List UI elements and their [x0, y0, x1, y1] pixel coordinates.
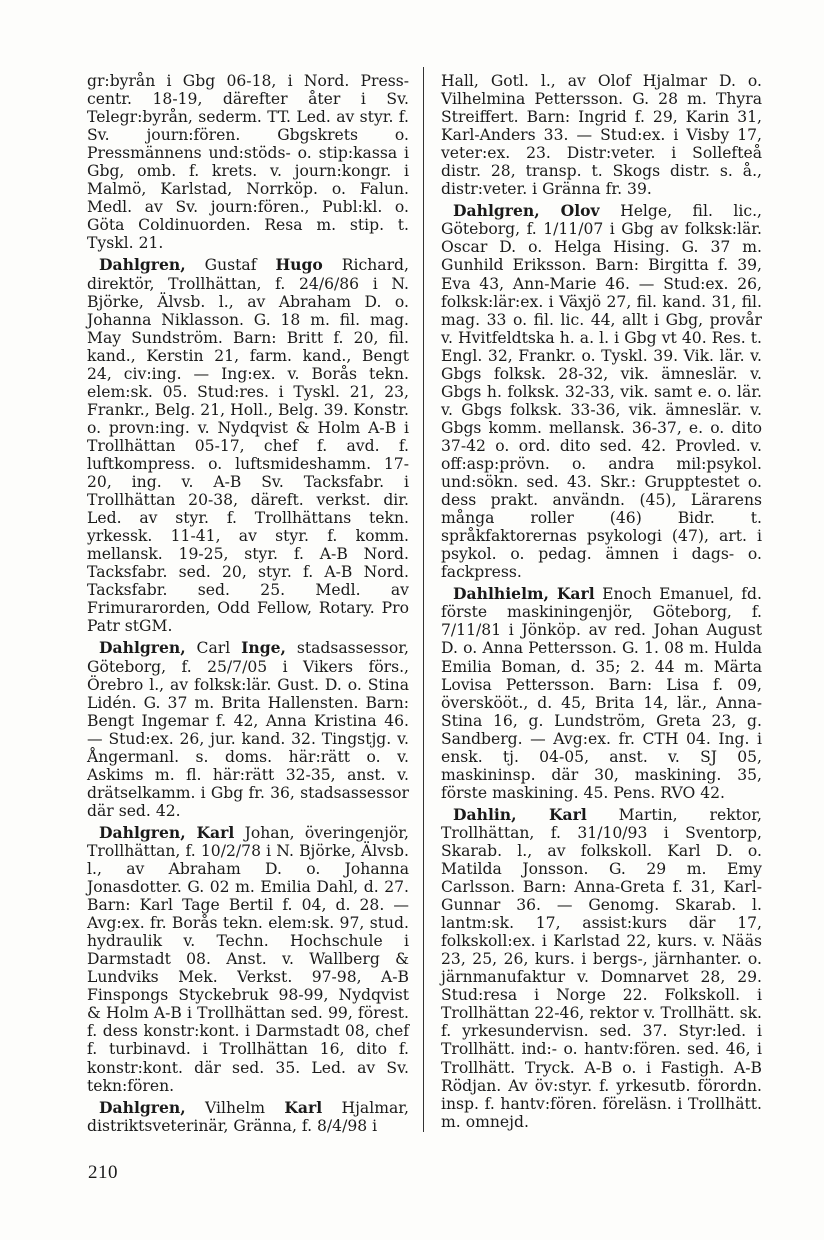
entry-continuation [441, 72, 762, 198]
entry-dahlgren-vilhelm-karl [87, 1099, 409, 1135]
entry-callname: Karl [284, 1097, 323, 1117]
entry-dahlgren-carl-inge [87, 639, 409, 819]
entry-text: Hjalmar, distriktsveterinär, Gränna, f. 8/4/98 i [87, 1098, 409, 1135]
entry-text: gr:byrån i Gbg 06-18, i Nord. Press-centr. 18-19, därefter åter i Sv. Telegr:byrån, sederm. TT. Led. av styr. f. Sv. journ:fören. Gbgskrets o. Pressmännens und:stöds- o. stip:kassa i Gbg, omb. f. krets. v. journ:kongr. i Malmö, Karlstad, Norrköp. o. Falun. Medl. av Sv. journ:fören., Publ:kl. o. Göta Coldinuorden. Resa m. stip. t. Tyskl. 21. [87, 72, 409, 253]
entry-dahlin-karl [441, 806, 762, 1131]
entry-headword: Dahlin, Karl [453, 804, 587, 824]
entry-headword: Dahlgren, Olov [453, 201, 600, 221]
entry-text: Carl [185, 639, 242, 658]
entry-text: Martin, rektor, Trollhättan, f. 31/10/93 i Sventorp, Skarab. l., av folkskoll. Karl D. o. Matilda Jonsson. G. 29 m. Emy Carlsson. Barn: Anna-Greta f. 31, Karl-Gunnar 36. — Genomg. Skarab. l. lantm:sk. 17, assist:kurs där 17, folkskoll:ex. i Karlstad 22, kurs. v. Nääs 23, 25, 26, kurs. i bergs-, järnhanter. o. järnmanufaktur v. Domnarvet 28, 29. Stud:resa i Norge 22. Folkskoll. i Trollhättan 22-46, rektor v. Trollhätt. sk. f. yrkesundervisn. sed. 37. Styr:led. i Trollhätt. ind:- o. hantv:fören. sed. 46, i Trollhätt. Tryck. A-B o. i Fastigh. A-B Rödjan. Av öv:styr. f. yrkesutb. förordn. insp. f. hantv:fören. föreläsn. i Trollhätt. m. omnejd. [441, 805, 762, 1131]
entry-callname: Hugo [275, 255, 323, 275]
entry-text: Hall, Gotl. l., av Olof Hjalmar D. o. Vilhelmina Pettersson. G. 28 m. Thyra Streiffert. Barn: Ingrid f. 29, Karin 31, Karl-Anders 33. — Stud:ex. i Visby 17, veter:ex. 23. Distr:veter. i Sollefteå distr. 28, transp. t. Skogs distr. s. å., distr:veter. i Gränna fr. 39. [441, 72, 762, 199]
entry-text: stadsassessor, Göteborg, f. 25/7/05 i Vikers förs., Örebro l., av folksk:lär. Gust. D. o. Stina Lidén. G. 37 m. Brita Hallensten. Barn: Bengt Ingemar f. 42, Anna Kristina 46. — Stud:ex. 26, jur. kand. 32. Tingstjg. v. Ångermanl. s. doms. här:rätt o. v. Askims m. fl. här:rätt 32-35, anst. v. drätselkamm. i Gbg fr. 36, stadsassessor där sed. 42. [87, 639, 409, 820]
entry-dahlgren-olov [441, 202, 762, 581]
entry-headword: Dahlgren, [99, 638, 186, 658]
entry-headword: Dahlgren, Karl [99, 822, 235, 842]
entry-dahlgren-karl-johan [87, 824, 409, 1095]
entry-dahlhielm-karl [441, 585, 762, 802]
entry-callname: Inge, [241, 638, 286, 658]
entry-text: Enoch Emanuel, fd. förste maskiningenjör, Göteborg, f. 7/11/81 i Jönköp. av red. Johan August D. o. Anna Pettersson. G. 1. 08 m. Hulda Emilia Boman, d. 35; 2. 44 m. Märta Lovisa Pettersson. Barn: Lisa f. 09, överskööt., d. 45, Brita 14, lär., Anna-Stina 16, g. Lundström, Greta 23, g. Sandberg. — Avg:ex. fr. CTH 04. Ing. i ensk. tj. 04-05, anst. v. SJ 05, maskininsp. där 30, maskining. 35, förste maskining. 45. Pens. RVO 42. [441, 585, 762, 802]
entry-headword: Dahlgren, [99, 1097, 186, 1117]
entry-text: Richard, direktör, Trollhättan, f. 24/6/86 i N. Björke, Älvsb. l., av Abraham D. o. Johanna Niklasson. G. 18 m. fil. mag. May Sundström. Barn: Britt f. 20, fil. kand., Kerstin 21, farm. kand., Bengt 24, civ:ing. — Ing:ex. v. Borås tekn. elem:sk. 05. Stud:res. i Tyskl. 21, 23, Frankr., Belg. 21, Holl., Belg. 39. Konstr. o. provn:ing. v. Nydqvist & Holm A-B i Trollhättan 05-17, chef f. avd. f. luftkompress. o. luftsmideshamm. 17-20, ing. v. A-B Sv. Tacksfabr. i Trollhättan 20-38, däreft. verkst. dir. Led. av styr. f. Trollhättans tekn. yrkessk. 11-41, av styr. f. komm. mellansk. 19-25, styr. f. A-B Nord. Tacksfabr. sed. 20, styr. f. A-B Nord. Tacksfabr. sed. 25. Medl. av Frimurarorden, Odd Fellow, Rotary. Pro Patr stGM. [87, 256, 409, 636]
right-column [441, 72, 762, 1135]
column-divider [423, 67, 424, 1132]
entry-headword: Dahlhielm, Karl [453, 584, 595, 604]
entry-text: Helge, fil. lic., Göteborg, f. 1/11/07 i Gbg av folksk:lär. Oscar D. o. Helga Hising. G. 37 m. Gunhild Eriksson. Barn: Birgitta f. 39, Eva 43, Ann-Marie 46. — Stud:ex. 26, folksk:lär:ex. i Växjö 27, fil. kand. 31, fil. mag. 33 o. fil. lic. 44, allt i Gbg, provår v. Hvitfeldtska h. a. l. i Gbg vt 40. Res. t. Engl. 32, Frankr. o. Tyskl. 39. Vik. lär. v. Gbgs folksk. 28-32, vik. ämneslär. v. Gbgs h. folksk. 32-33, vik. samt e. o. lär. v. Gbgs folksk. 33-36, vik. ämneslär. v. Gbgs komm. mellansk. 36-37, e. o. dito 37-42 o. ord. dito sed. 42. Provled. v. off:asp:prövn. o. andra mil:psykol. und:sökn. sed. 43. Skr.: Grupptestet o. dess prakt. användn. (45), Lärarens många roller (46) Bidr. t. språkfaktorernas psykologi (47), art. i psykol. o. pedag. ämnen i dags- o. fackpress. [441, 202, 763, 582]
left-column [87, 72, 409, 1139]
entry-text: Johan, överingenjör, Trollhättan, f. 10/2/78 i N. Björke, Älvsb. l., av Abraham D. o. Johanna Jonasdotter. G. 02 m. Emilia Dahl, d. 27. Barn: Karl Tage Bertil f. 04, d. 28. — Avg:ex. fr. Borås tekn. elem:sk. 97, stud. hydraulik v. Techn. Hochschule i Darmstadt 08. Anst. v. Wallberg & Lundviks Mek. Verkst. 97-98, A-B Finspongs Styckebruk 98-99, Nydqvist & Holm A-B i Trollhättan sed. 99, förest. f. dess konstr:kont. i Darmstadt 08, chef f. turbinavd. i Trollhättan 16, dito f. konstr:kont. där sed. 35. Led. av Sv. tekn:fören. [87, 823, 410, 1095]
entry-continuation [87, 72, 409, 252]
page-number: 210 [88, 1162, 118, 1183]
entry-dahlgren-gustaf-hugo [87, 256, 409, 635]
entry-headword: Dahlgren, [99, 255, 186, 275]
entry-text: Vilhelm [185, 1098, 285, 1117]
entry-text: Gustaf [185, 256, 276, 275]
